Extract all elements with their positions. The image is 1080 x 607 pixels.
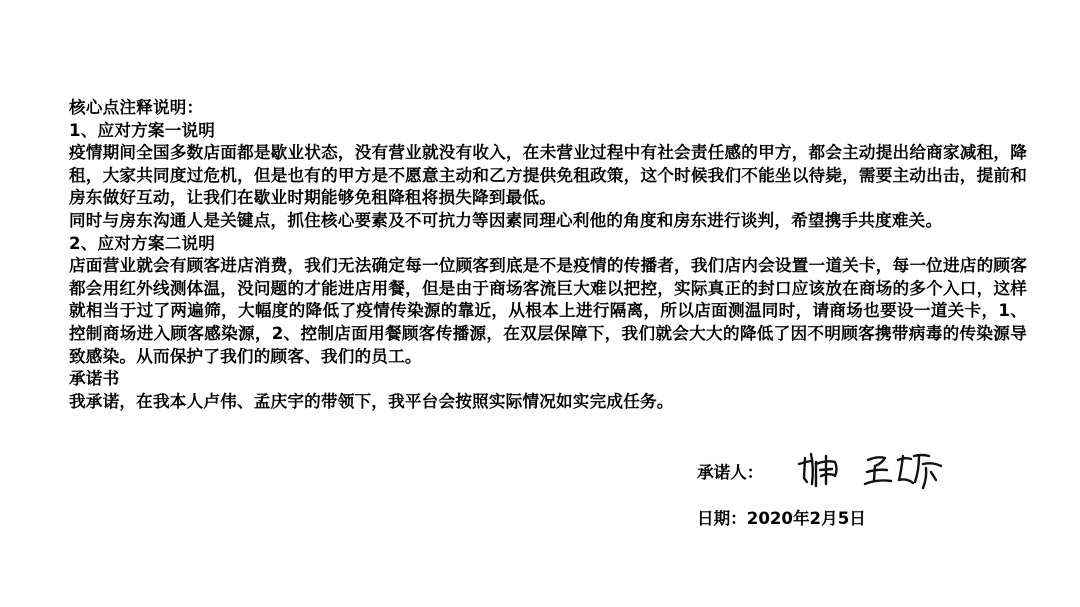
document-heading: 核心点注释说明： (69, 98, 204, 117)
signer-label: 承诺人： (697, 463, 764, 482)
signature-date: 日期：2020年2月5日 (697, 509, 866, 528)
section1-paragraph1: 疫情期间全国多数店面都是歇业状态，没有营业就没有收入，在未营业过程中有社会责任感的甲方，都会主动提出给商家减租，降租，大家共同度过危机，但是也有的甲方是不愿意主动和乙方提供免租政策，这个时候我们不能坐以待毙，需要主动出击，提前和房东做好互动，让我们在歇业时期能够免租降租将损失降到最低。 (69, 143, 1027, 208)
document-body (69, 97, 1027, 413)
commitment-text: 我承诺，在我本人卢伟、孟庆宇的带领下，我平台会按照实际情况如实完成任务。 (69, 391, 674, 411)
handwritten-signature (795, 442, 955, 502)
section1-paragraph2: 同时与房东沟通人是关键点，抓住核心要素及不可抗力等因素同理心利他的角度和房东进行谈判，希望携手共度难关。 (69, 210, 943, 230)
section1-title: 1、应对方案一说明 (69, 120, 216, 140)
commitment-title: 承诺书 (69, 369, 120, 389)
section2-paragraph1: 店面营业就会有顾客进店消费，我们无法确定每一位顾客到底是不是疫情的传播者，我们店内会设置一道关卡，每一位进店的顾客都会用红外线测体温，没问题的才能进店用餐，但是由于商场客流巨大难以把控，实际真正的封口应该放在商场的多个入口，这样就相当于过了两遍筛，大幅度的降低了疫情传染源的靠近，从根本上进行隔离，所以店面测温同时，请商场也要设一道关卡，1、控制商场进入顾客感染源，2、控制店面用餐顾客传播源，在双层保障下，我们就会大大的降低了因不明顾客携带病毒的传染源导致感染。从而保护了我们的顾客、我们的员工。 (69, 256, 1027, 366)
section2-title: 2、应对方案二说明 (69, 233, 216, 253)
